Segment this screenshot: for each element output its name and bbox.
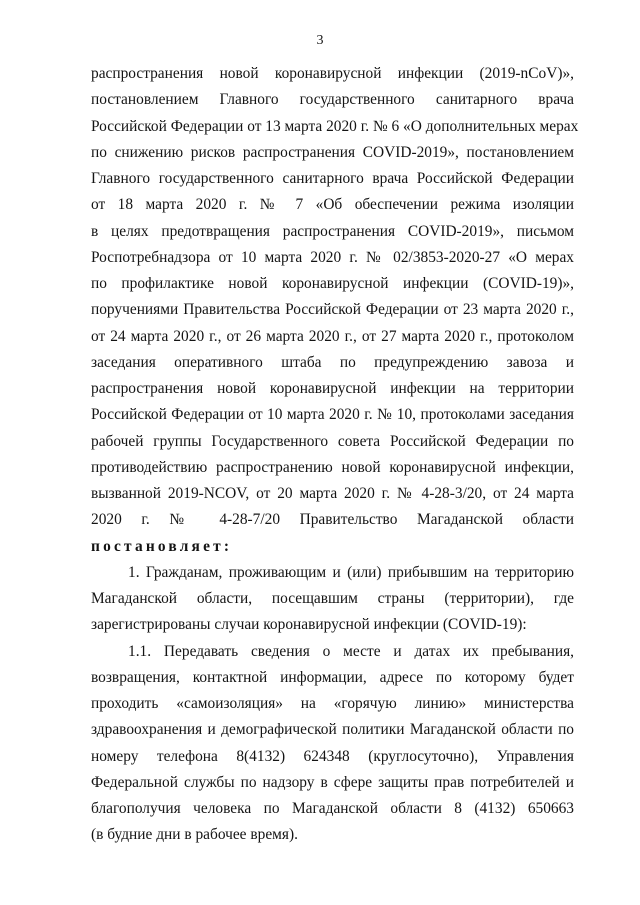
text-line: 2020 г. № 4-28-7/20 Правительство Магаданской области [91,511,574,529]
text-line: Федеральной службы по надзору в сфере защиты прав потребителей и [91,773,574,791]
resolves-heading: постановляет: [91,537,233,555]
text-line: постановлением Главного государственного санитарного врача [91,91,574,109]
text-line: возвращения, контактной информации, адресе по которому будет [91,668,574,686]
text-line: проходить «самоизоляция» на «горячую линию» министерства [91,695,574,712]
text-line: рабочей группы Государственного совета Российской Федерации по [91,432,574,450]
text-line: здравоохранения и демографической политики Магаданской области по [91,721,574,739]
text-line: поручениями Правительства Российской Федерации от 23 марта 2020 г., [91,301,574,319]
text-line: Магаданской области, посещавшим страны (территории), где [91,590,574,607]
text-line: распространения новой коронавирусной инфекции (2019-nCoV)», [91,65,574,82]
document-body [91,61,579,849]
text-line: Российской Федерации от 10 марта 2020 г. № 10, протоколами заседания [91,406,574,424]
text-line: вызванной 2019-NCOV, от 20 марта 2020 г. № 4-28-3/20, от 24 марта [91,485,574,502]
item-1-1 [91,639,574,849]
text-line: по профилактике новой коронавирусной инфекции (COVID-19)», [91,275,574,292]
text-line: распространения новой коронавирусной инфекции на территории [91,380,574,397]
text-line: зарегистрированы случаи коронавирусной инфекции (COVID-19): [91,616,527,634]
text-line: 1. Гражданам, проживающим и (или) прибывшим на территорию [128,563,574,581]
text-line: 1.1. Передавать сведения о месте и датах их пребывания, [128,642,574,660]
text-line: по снижению рисков распространения COVID-2019», постановлением [91,143,574,161]
text-line: Главного государственного санитарного врача Российской Федерации [91,170,574,187]
page-number: 3 [316,33,324,48]
text-line: заседания оперативного штаба по предупреждению завоза и [91,353,574,371]
text-line: Роспотребнадзора от 10 марта 2020 г. № 02/3853-2020-27 «О мерах [91,248,574,266]
intro-paragraph [91,61,579,534]
item-1 [91,560,574,639]
text-line: номеру телефона 8(4132) 624348 (круглосуточно), Управления [91,747,574,765]
text-line: в целях предотвращения распространения COVID-2019», письмом [91,222,574,240]
text-line: противодействию распространению новой коронавирусной инфекции, [91,458,574,476]
text-line: благополучия человека по Магаданской области 8 (4132) 650663 [91,800,574,817]
text-line: от 18 марта 2020 г. № 7 «Об обеспечении режима изоляции [91,196,574,214]
text-line: (в будние дни в рабочее время). [91,826,298,844]
text-line: Российской Федерации от 13 марта 2020 г. № 6 «О дополнительных мерах [91,117,579,135]
text-line: от 24 марта 2020 г., от 26 марта 2020 г., от 27 марта 2020 г., протоколом [91,327,574,345]
